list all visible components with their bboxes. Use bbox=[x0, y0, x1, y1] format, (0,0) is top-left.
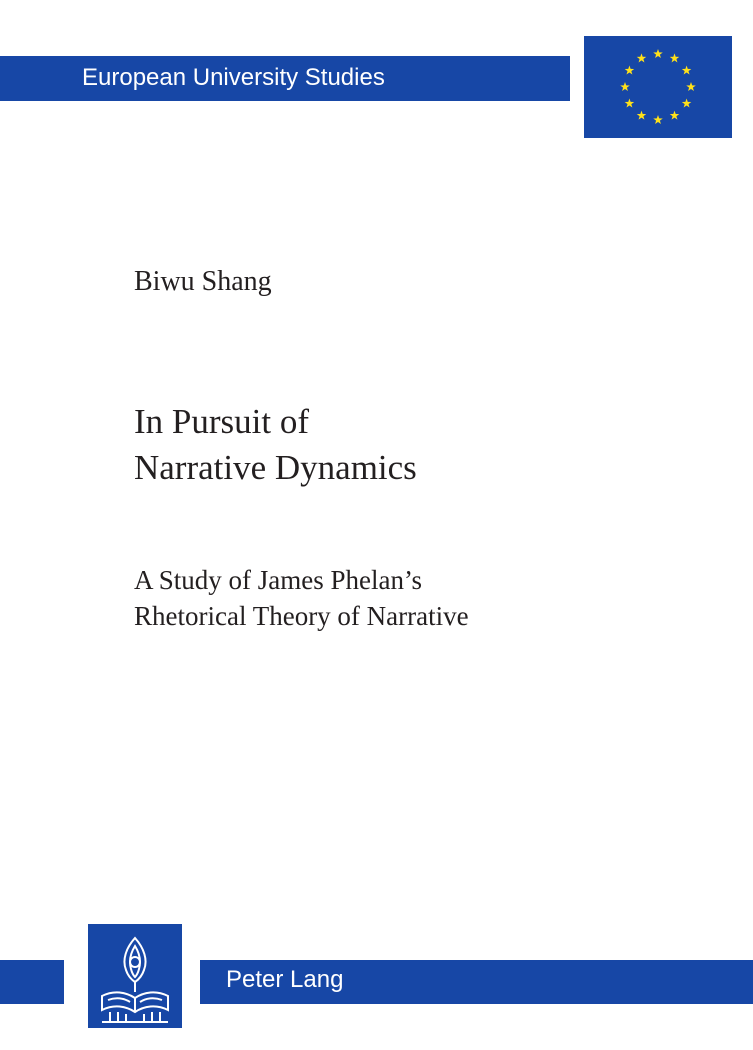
publisher-name: Peter Lang bbox=[226, 966, 344, 993]
star-icon bbox=[670, 111, 680, 120]
author-name: Biwu Shang bbox=[134, 266, 272, 297]
star-icon bbox=[682, 66, 692, 75]
publisher-logo-icon bbox=[88, 924, 182, 1028]
eu-flag-icon bbox=[584, 36, 732, 138]
star-icon bbox=[653, 115, 663, 124]
series-title: European University Studies bbox=[82, 64, 385, 91]
star-icon bbox=[686, 82, 696, 91]
star-icon bbox=[682, 99, 692, 108]
star-icon bbox=[653, 49, 663, 58]
star-icon bbox=[625, 99, 635, 108]
publisher-band-left bbox=[0, 960, 64, 1004]
peter-lang-logo-icon bbox=[88, 924, 182, 1028]
title-line-1: In Pursuit of bbox=[134, 402, 309, 441]
star-icon bbox=[620, 82, 630, 91]
star-icon bbox=[670, 53, 680, 62]
star-icon bbox=[637, 111, 647, 120]
subtitle-line-2: Rhetorical Theory of Narrative bbox=[134, 601, 469, 631]
book-subtitle bbox=[134, 562, 469, 634]
star-icon bbox=[637, 53, 647, 62]
star-icon bbox=[625, 66, 635, 75]
eu-stars-icon bbox=[584, 36, 732, 138]
book-title bbox=[134, 399, 417, 491]
subtitle-line-1: A Study of James Phelan’s bbox=[134, 565, 422, 595]
title-line-2: Narrative Dynamics bbox=[134, 448, 417, 487]
